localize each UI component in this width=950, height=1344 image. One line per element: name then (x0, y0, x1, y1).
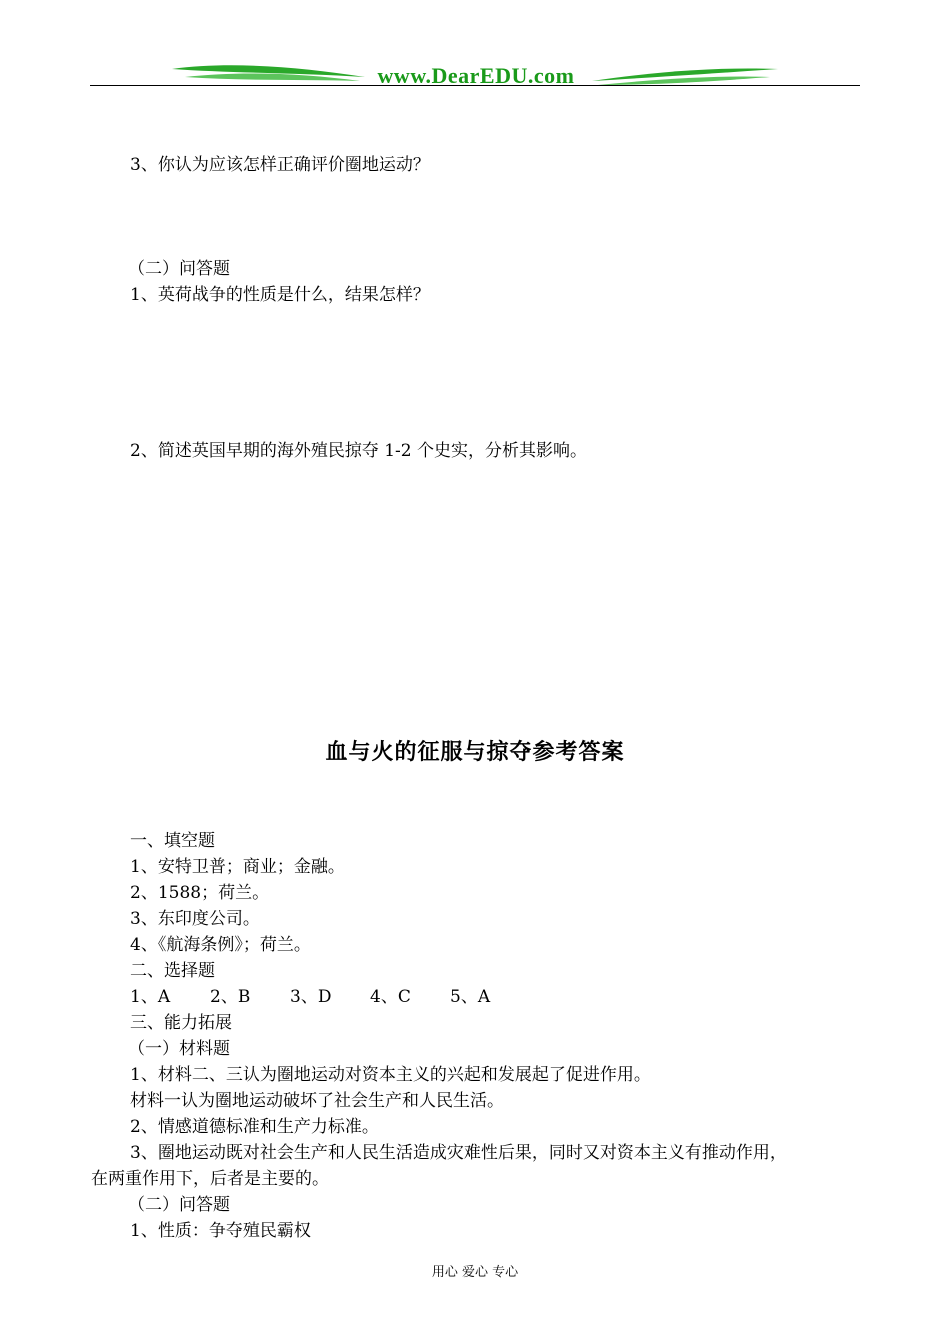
fill-item: 1、安特卫普；商业；金融。 (130, 857, 345, 877)
choice-item: 4、C (370, 987, 411, 1007)
choice-item: 5、A (450, 987, 491, 1007)
page-footer: 用心 爱心 专心 (431, 1265, 519, 1280)
site-logo-text: www.DearEDU.com (377, 63, 575, 88)
header-rule (90, 85, 860, 86)
fill-heading: 一、填空题 (130, 831, 215, 851)
essay-question-2: 2、简述英国早期的海外殖民掠夺 1-2 个史实，分析其影响。 (130, 441, 587, 461)
choice-item: 2、B (210, 987, 251, 1007)
fill-item: 4、《航海条例》；荷兰。 (130, 935, 311, 955)
choice-item: 1、A (130, 987, 171, 1007)
site-header (0, 55, 950, 95)
essay-heading: （二）问答题 (128, 1195, 230, 1215)
question-3: 3、你认为应该怎样正确评价圈地运动？ (130, 155, 430, 175)
essay-question-1: 1、英荷战争的性质是什么，结果怎样？ (130, 285, 430, 305)
material-item: 1、材料二、三认为圈地运动对资本主义的兴起和发展起了促进作用。 (130, 1065, 651, 1085)
material-item: 2、情感道德标准和生产力标准。 (130, 1117, 379, 1137)
choice-answers (130, 986, 530, 1008)
essay-answer-1: 1、性质：争夺殖民霸权 (130, 1221, 311, 1241)
ability-heading: 三、能力拓展 (130, 1013, 232, 1033)
section-heading-essay: （二）问答题 (128, 259, 230, 279)
material-heading: （一）材料题 (128, 1039, 230, 1059)
choice-item: 3、D (290, 987, 332, 1007)
fill-item: 2、1588；荷兰。 (130, 883, 270, 903)
answers-title: 血与火的征服与掠夺参考答案 (325, 739, 625, 765)
fill-item: 3、东印度公司。 (130, 909, 260, 929)
material-item: 在两重作用下，后者是主要的。 (91, 1169, 329, 1189)
material-item: 材料一认为圈地运动破坏了社会生产和人民生活。 (130, 1091, 504, 1111)
material-item: 3、圈地运动既对社会生产和人民生活造成灾难性后果，同时又对资本主义有推动作用， (130, 1143, 787, 1163)
choice-heading: 二、选择题 (130, 961, 215, 981)
